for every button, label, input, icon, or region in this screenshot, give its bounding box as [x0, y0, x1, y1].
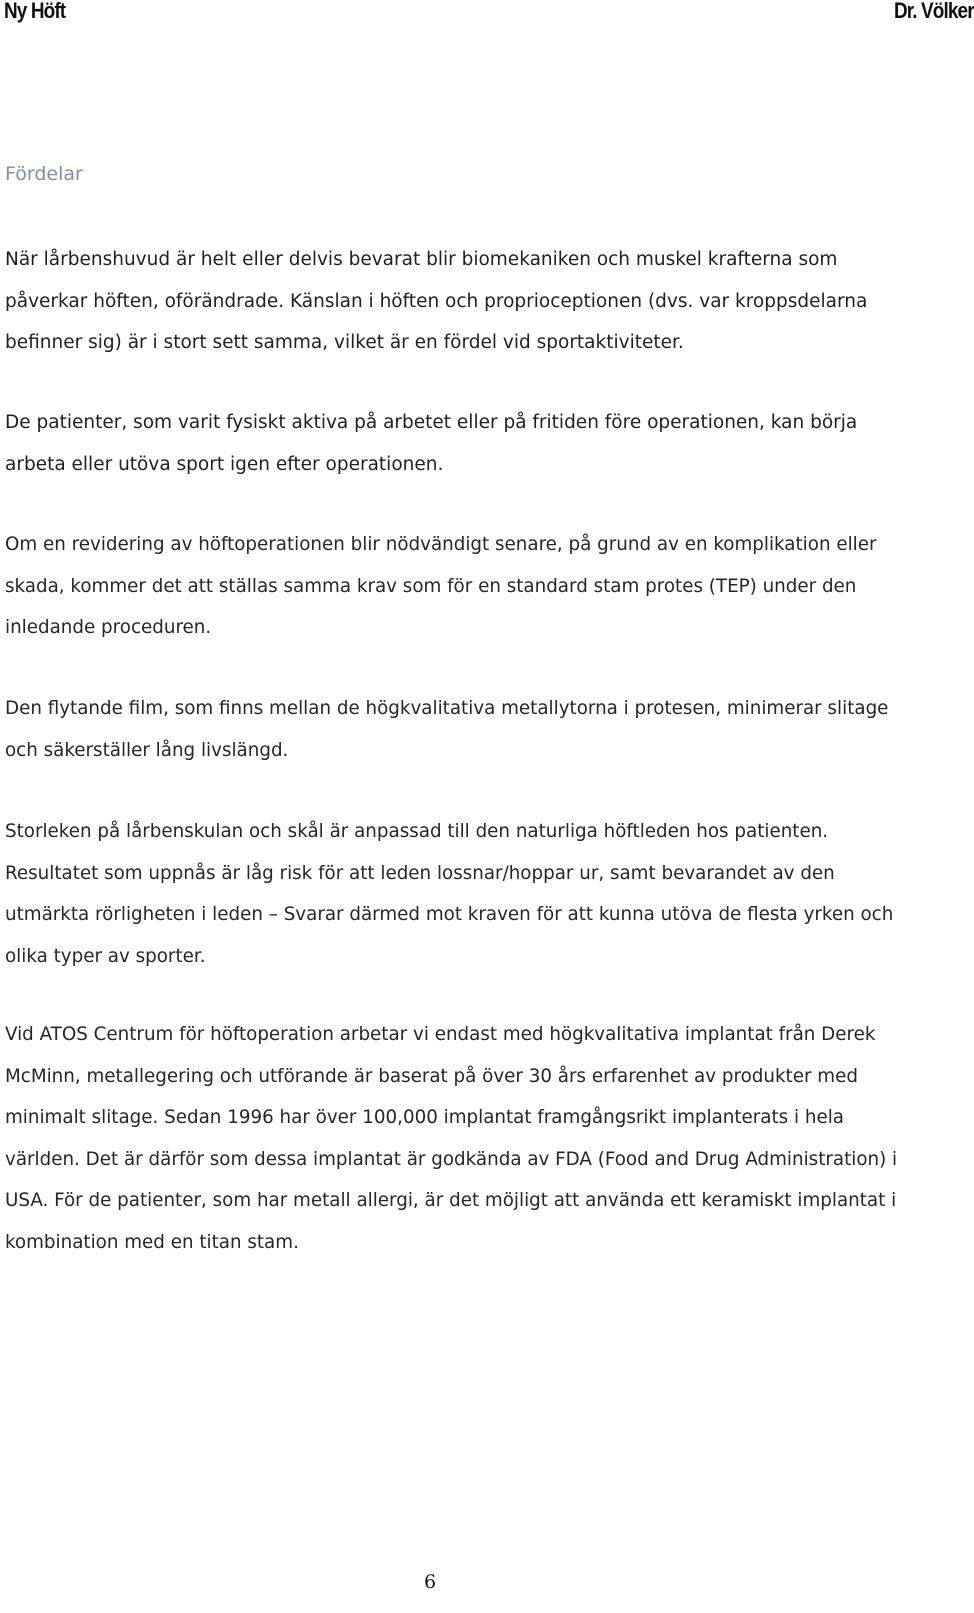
paragraph-fluid-film: Den flytande film, som finns mellan de högkvalitativa metallytorna i protesen, minimerar slitage och säkerställer lång livslängd.: [5, 698, 889, 761]
paragraph-implants: Vid ATOS Centrum för höftoperation arbetar vi endast med högkvalitativa implantat från Derek McMinn, metallegering och utförande är baserat på över 30 års erfarenhet av produkter med minimalt slitage. Sedan 1996 har över 100,000 implantat framgångsrikt implanterats i hela världen. Det är därför som dessa implantat är godkända av FDA (Food and Drug Administration) i USA. För de patienter, som har metall allergi, är det möjligt att använda ett keramiskt implantat i kombination med en titan stam.: [5, 1024, 898, 1253]
header-author: Dr. Völker: [894, 0, 974, 23]
paragraph-revision: Om en revidering av höftoperationen blir nödvändigt senare, på grund av en komplikation eller skada, kommer det att ställas samma krav som för en standard stam protes (TEP) under den inledande proceduren.: [5, 534, 877, 638]
section-heading: Fördelar: [5, 163, 83, 185]
page-number: 6: [423, 1571, 437, 1593]
page-header: [0, 0, 974, 30]
paragraph-activity: De patienter, som varit fysiskt aktiva på arbetet eller på fritiden före operationen, kan börja arbeta eller utöva sport igen efter operationen.: [5, 412, 858, 475]
header-title: Ny Höft: [4, 0, 66, 23]
paragraph-biomechanics: När lårbenshuvud är helt eller delvis bevarat blir biomekaniken och muskel krafterna som påverkar höften, oförändrade. Känslan i höften och proprioceptionen (dvs. var kroppsdelarna befinner sig) är i stort sett samma, vilket är en fördel vid sportaktiviteter.: [5, 249, 868, 353]
paragraph-size: Storleken på lårbenskulan och skål är anpassad till den naturliga höftleden hos patienten. Resultatet som uppnås är låg risk för att leden lossnar/hoppar ur, samt bevarandet av den utmärkta rörligheten i leden – Svarar därmed mot kraven för att kunna utöva de flesta yrken och olika typer av sporter.: [5, 821, 894, 967]
